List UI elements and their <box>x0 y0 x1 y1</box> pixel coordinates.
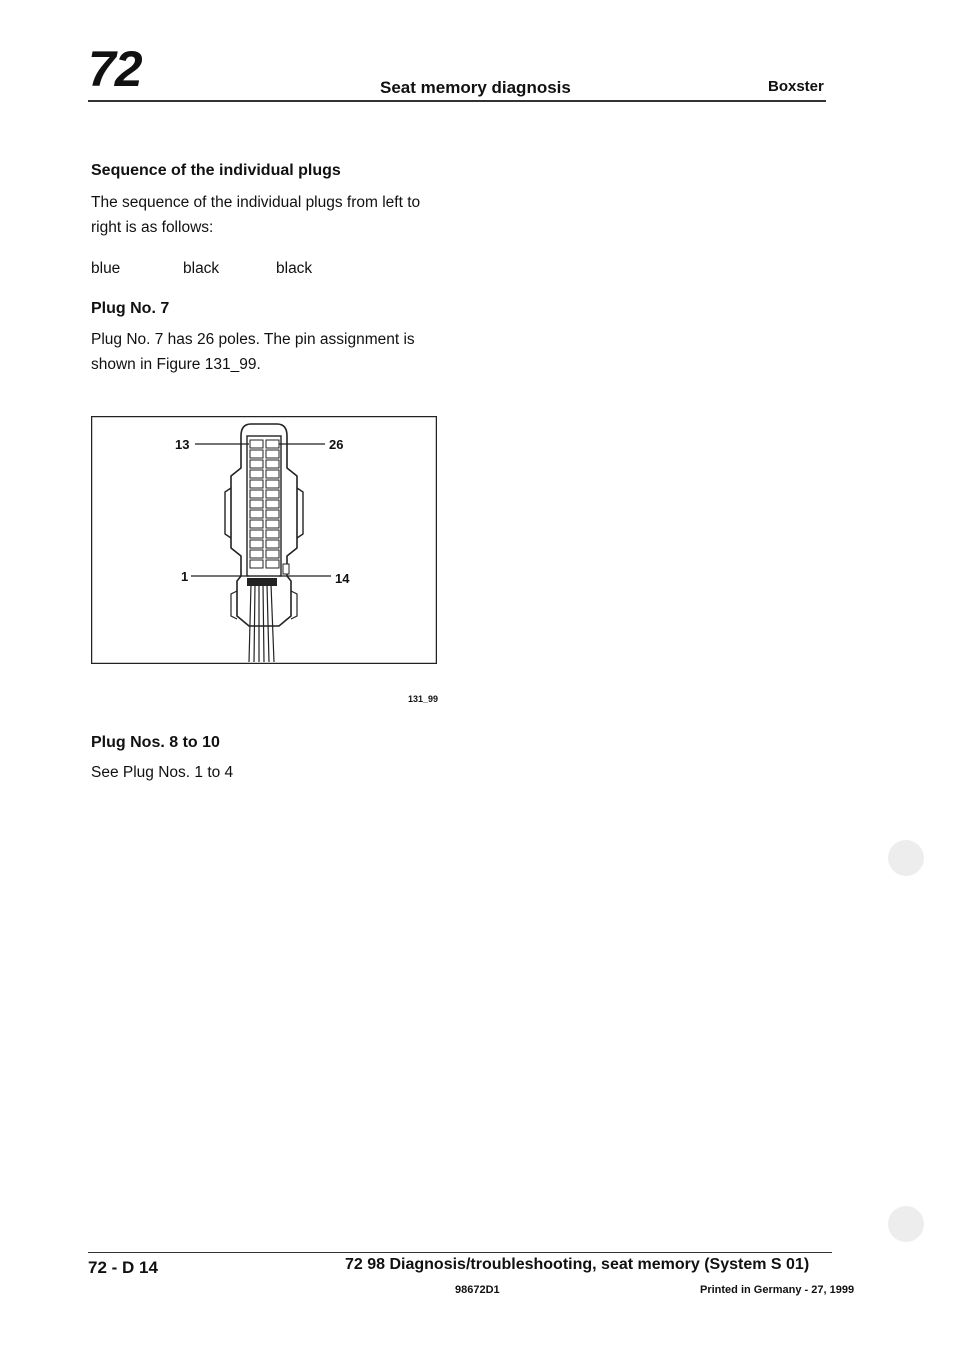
plug8-10-body: See Plug Nos. 1 to 4 <box>91 764 234 781</box>
footer-document-code: 98672D1 <box>455 1284 500 1296</box>
plug-color-black-2: black <box>276 260 313 277</box>
footer-title: 72 98 Diagnosis/troubleshooting, seat memory (System S 01) <box>345 1256 810 1273</box>
pin-label-14: 14 <box>335 571 350 586</box>
pin-label-1: 1 <box>181 569 189 584</box>
pin-label-26: 26 <box>329 437 344 452</box>
sequence-body-line-2: right is as follows: <box>91 219 214 236</box>
footer-page-number: 72 - D 14 <box>88 1258 158 1277</box>
plug7-body-line-2: shown in Figure 131_99. <box>91 356 261 373</box>
brand-name: Boxster <box>768 78 824 95</box>
punch-hole-bottom <box>888 1206 924 1242</box>
plug8-10-heading: Plug Nos. 8 to 10 <box>91 734 220 751</box>
page-header-title: Seat memory diagnosis <box>380 78 571 97</box>
chapter-number: 72 <box>88 41 142 97</box>
sequence-body-line-1: The sequence of the individual plugs from left to <box>91 194 421 211</box>
footer-rule <box>88 1252 832 1253</box>
sequence-heading: Sequence of the individual plugs <box>91 162 341 179</box>
footer-print-info: Printed in Germany - 27, 1999 <box>700 1284 855 1296</box>
header-rule <box>88 100 826 102</box>
plug-color-blue: blue <box>91 260 121 277</box>
plug7-heading: Plug No. 7 <box>91 300 170 317</box>
punch-hole-top <box>888 840 924 876</box>
pin-label-13: 13 <box>175 437 190 452</box>
plug-pin-diagram <box>91 416 437 664</box>
plug-color-black-1: black <box>183 260 220 277</box>
plug7-body-line-1: Plug No. 7 has 26 poles. The pin assignment is <box>91 331 415 348</box>
figure-label: 131_99 <box>408 694 439 704</box>
